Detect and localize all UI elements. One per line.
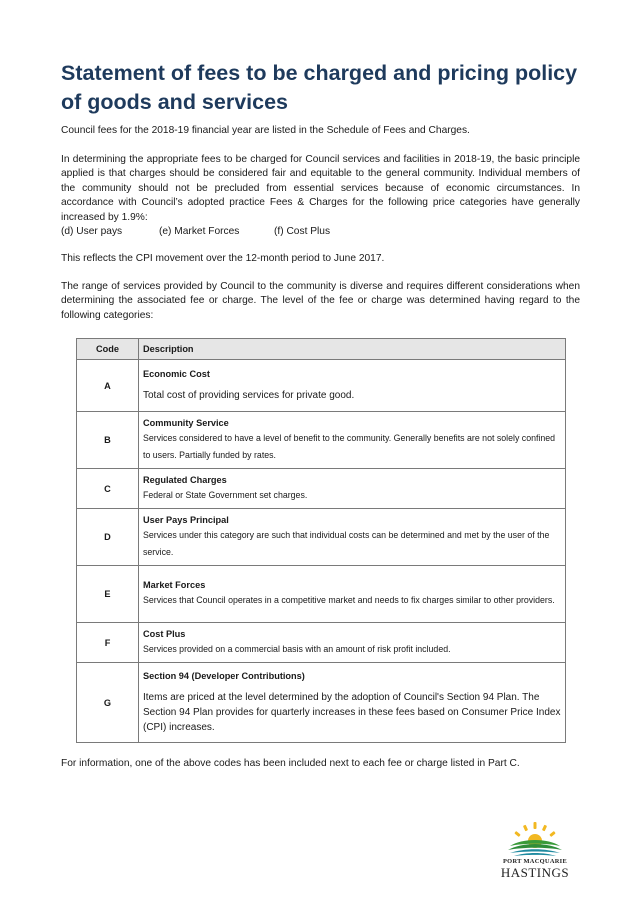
fee-categories-table [76,338,566,743]
table-row [77,623,566,663]
category-text: Items are priced at the level determined by the adoption of Council's Section 94 Plan. The Section 94 Plan provides for quarterly increases in these fees based on Consumer Price Index (CPI) increases. [143,692,561,733]
row-description [139,566,566,623]
row-code: G [77,663,139,743]
determining-paragraph [61,153,580,239]
intro-paragraph: Council fees for the 2018-19 financial year are listed in the Schedule of Fees and Charges. [61,125,470,136]
row-description [139,509,566,566]
row-description [139,360,566,412]
table-row [77,360,566,412]
row-description [139,469,566,509]
category-text: Services considered to have a level of benefit to the community. Generally benefits are not solely confined to users. Partially funded by rates. [143,433,556,460]
price-category-f: (f) Cost Plus [274,226,331,238]
sunrise-icon [498,820,572,860]
category-title: Section 94 (Developer Contributions) [143,671,305,681]
table-row [77,509,566,566]
price-category-d: (d) User pays [61,226,123,238]
category-text: Services that Council operates in a competitive market and needs to fix charges similar to other providers. [143,595,555,606]
row-code: C [77,469,139,509]
table-row [77,412,566,469]
price-categories [61,225,580,239]
logo-line-1: PORT MACQUARIE [502,858,568,865]
page-title: Statement of fees to be charged and pricing policy of goods and services [61,61,578,114]
row-description [139,412,566,469]
row-code: B [77,412,139,469]
category-text: Federal or State Government set charges. [143,489,308,500]
row-code: E [77,566,139,623]
footer-note: For information, one of the above codes has been included next to each fee or charge listed in Part C. [61,758,520,769]
logo-line-2: HASTINGS [500,865,570,880]
table-row [77,663,566,743]
row-code: F [77,623,139,663]
price-category-e: (e) Market Forces [159,226,240,238]
determining-text: In determining the appropriate fees to be charged for Council services and facilities in 2018-19, the basic principle applied is that charges should be considered fair and equitable to the general community. Individual members of the community should not be precluded from essential services because of economic circumstances. In accordance with Council’s adopted practice Fees & Charges for the following price categories have generally increased by 1.9%: [61,154,580,223]
table-row [77,469,566,509]
category-title: User Pays Principal [143,515,229,525]
row-code: D [77,509,139,566]
row-code: A [77,360,139,412]
category-title: Community Service [143,418,229,428]
category-title: Cost Plus [143,628,186,639]
category-title: Market Forces [143,580,206,591]
council-logo [498,820,572,884]
category-text: Services provided on a commercial basis with an amount of risk profit included. [143,643,451,654]
range-paragraph: The range of services provided by Council to the community is diverse and requires different considerations when determining the associated fee or charge. The level of the fee or charge was determined having regard to the following categories: [61,281,580,321]
column-header-description: Description [139,339,566,360]
column-header-code: Code [77,339,139,360]
table-row [77,566,566,623]
cpi-paragraph: This reflects the CPI movement over the 12-month period to June 2017. [61,253,385,264]
category-text: Services under this category are such that individual costs can be determined and met by the user of the service. [143,530,550,557]
category-title: Regulated Charges [143,474,227,485]
row-description [139,623,566,663]
row-description [139,663,566,743]
category-text: Total cost of providing services for private good. [143,390,355,401]
category-title: Economic Cost [143,369,210,379]
table-header-row [77,339,566,360]
